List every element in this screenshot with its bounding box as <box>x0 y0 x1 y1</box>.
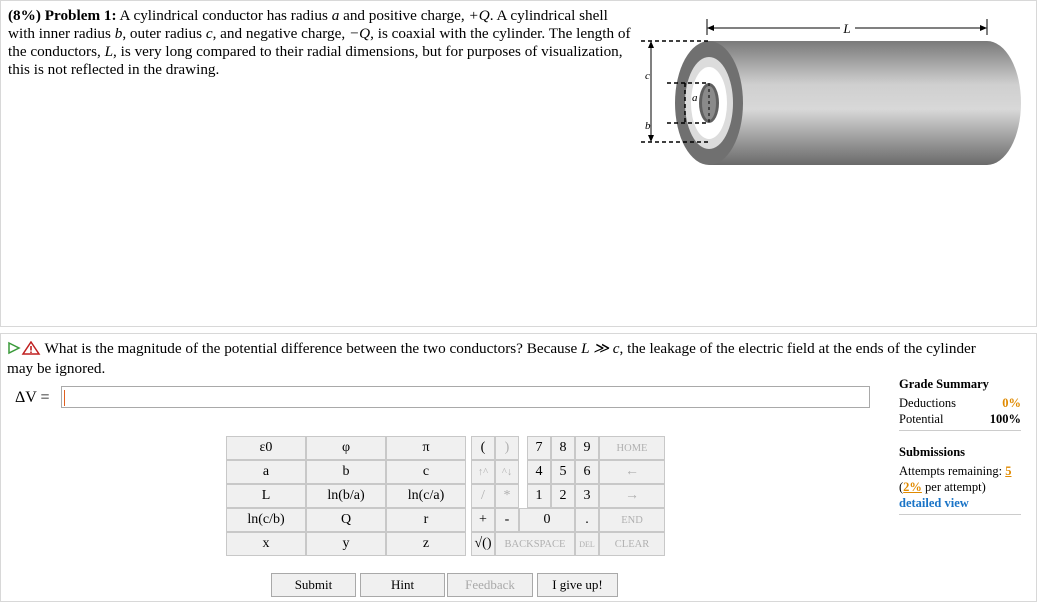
key-8[interactable]: 8 <box>551 436 575 460</box>
key-minus[interactable]: - <box>495 508 519 532</box>
question-text <box>7 340 997 378</box>
figure-label-L: L <box>843 21 851 36</box>
key-L[interactable]: L <box>226 484 306 508</box>
key-x[interactable]: x <box>226 532 306 556</box>
var-L: L <box>104 43 114 60</box>
attempts-value: 5 <box>1005 464 1012 478</box>
submit-button[interactable]: Submit <box>271 573 356 597</box>
var-plus-q: +Q <box>468 7 490 24</box>
problem-text-4: , outer radius <box>122 25 206 42</box>
key-3[interactable]: 3 <box>575 484 599 508</box>
coaxial-cylinder-figure <box>637 19 1037 184</box>
key-c[interactable]: c <box>386 460 466 484</box>
key-9[interactable]: 9 <box>575 436 599 460</box>
key-5[interactable]: 5 <box>551 460 575 484</box>
key-clear[interactable]: CLEAR <box>599 532 665 556</box>
per-attempt-value: 2% <box>903 480 922 494</box>
problem-text-3: . A cylindrical shell with inner radius <box>8 7 608 42</box>
problem-text-2: and positive charge, <box>339 7 469 24</box>
hint-button[interactable]: Hint <box>360 573 445 597</box>
key-epsilon0[interactable]: ε0 <box>226 436 306 460</box>
key-backspace[interactable]: BACKSPACE <box>495 532 575 556</box>
give-up-button[interactable]: I give up! <box>537 573 618 597</box>
key-2[interactable]: 2 <box>551 484 575 508</box>
key-r[interactable]: r <box>386 508 466 532</box>
key-1[interactable]: 1 <box>527 484 551 508</box>
key-phi[interactable]: φ <box>306 436 386 460</box>
detailed-view-link[interactable]: detailed view <box>899 496 969 510</box>
per-attempt-open: ( <box>899 480 904 494</box>
play-icon <box>9 343 19 353</box>
question-panel <box>0 333 1037 602</box>
attempts-label: Attempts remaining: <box>899 464 1006 478</box>
feedback-button[interactable]: Feedback <box>447 573 533 597</box>
answer-input[interactable] <box>61 386 870 408</box>
key-y[interactable]: y <box>306 532 386 556</box>
var-minus-q: −Q <box>348 25 371 42</box>
key-Q[interactable]: Q <box>306 508 386 532</box>
question-text-1: What is the magnitude of the potential difference between the two conductors? Because <box>44 340 582 357</box>
deductions-label: Deductions <box>899 396 956 410</box>
problem-text-1: A cylindrical conductor has radius <box>119 7 332 24</box>
key-caret-down[interactable]: ^↓ <box>495 460 519 484</box>
text-cursor <box>64 390 65 406</box>
key-divide[interactable]: / <box>471 484 495 508</box>
key-paren-open[interactable]: ( <box>471 436 495 460</box>
key-right-arrow[interactable]: → <box>599 484 665 508</box>
key-up-caret[interactable]: ↑^ <box>471 460 495 484</box>
problem-text-6: , is coaxial with the cylinder. The length of the conductors, <box>8 25 631 60</box>
key-4[interactable]: 4 <box>527 460 551 484</box>
problem-text-5: , and negative charge, <box>212 25 349 42</box>
key-sqrt[interactable]: √() <box>471 532 495 556</box>
submissions-box <box>899 444 1021 515</box>
key-paren-close[interactable]: ) <box>495 436 519 460</box>
figure-label-a: a <box>692 92 698 104</box>
grade-summary <box>899 377 1021 431</box>
figure-label-c: c <box>645 70 650 82</box>
key-dot[interactable]: . <box>575 508 599 532</box>
key-z[interactable]: z <box>386 532 466 556</box>
problem-statement <box>8 7 633 79</box>
problem-text-7: , is very long compared to their radial dimensions, but for purposes of visualization, this is not reflected in the drawing. <box>8 43 623 78</box>
deductions-value: 0% <box>1002 396 1021 410</box>
key-7[interactable]: 7 <box>527 436 551 460</box>
key-left-arrow[interactable]: ← <box>599 460 665 484</box>
answer-label: ΔV = <box>15 389 50 406</box>
key-0[interactable]: 0 <box>519 508 575 532</box>
key-pi[interactable]: π <box>386 436 466 460</box>
key-multiply[interactable]: * <box>495 484 519 508</box>
question-condition: L ≫ c <box>581 340 620 357</box>
key-del[interactable]: DEL <box>575 532 599 556</box>
grade-summary-title: Grade Summary <box>899 377 989 391</box>
key-6[interactable]: 6 <box>575 460 599 484</box>
key-home[interactable]: HOME <box>599 436 665 460</box>
key-a[interactable]: a <box>226 460 306 484</box>
key-ln-c-b[interactable]: ln(c/b) <box>226 508 306 532</box>
potential-value: 100% <box>989 412 1021 426</box>
question-icons <box>7 341 41 360</box>
per-attempt-text: per attempt) <box>921 480 986 494</box>
key-ln-c-a[interactable]: ln(c/a) <box>386 484 466 508</box>
var-a: a <box>331 7 340 24</box>
key-end[interactable]: END <box>599 508 665 532</box>
problem-weight: (8%) <box>8 7 41 24</box>
var-b: b <box>114 25 123 42</box>
figure-label-b: b <box>645 120 651 132</box>
key-b[interactable]: b <box>306 460 386 484</box>
question-text-2: , the leakage of the electric field at the ends of the cylinder may be ignored. <box>7 340 976 377</box>
key-ln-b-a[interactable]: ln(b/a) <box>306 484 386 508</box>
submissions-title: Submissions <box>899 445 966 459</box>
var-c: c <box>205 25 213 42</box>
potential-label: Potential <box>899 412 944 426</box>
problem-number: Problem 1: <box>44 7 117 24</box>
key-plus[interactable]: + <box>471 508 495 532</box>
